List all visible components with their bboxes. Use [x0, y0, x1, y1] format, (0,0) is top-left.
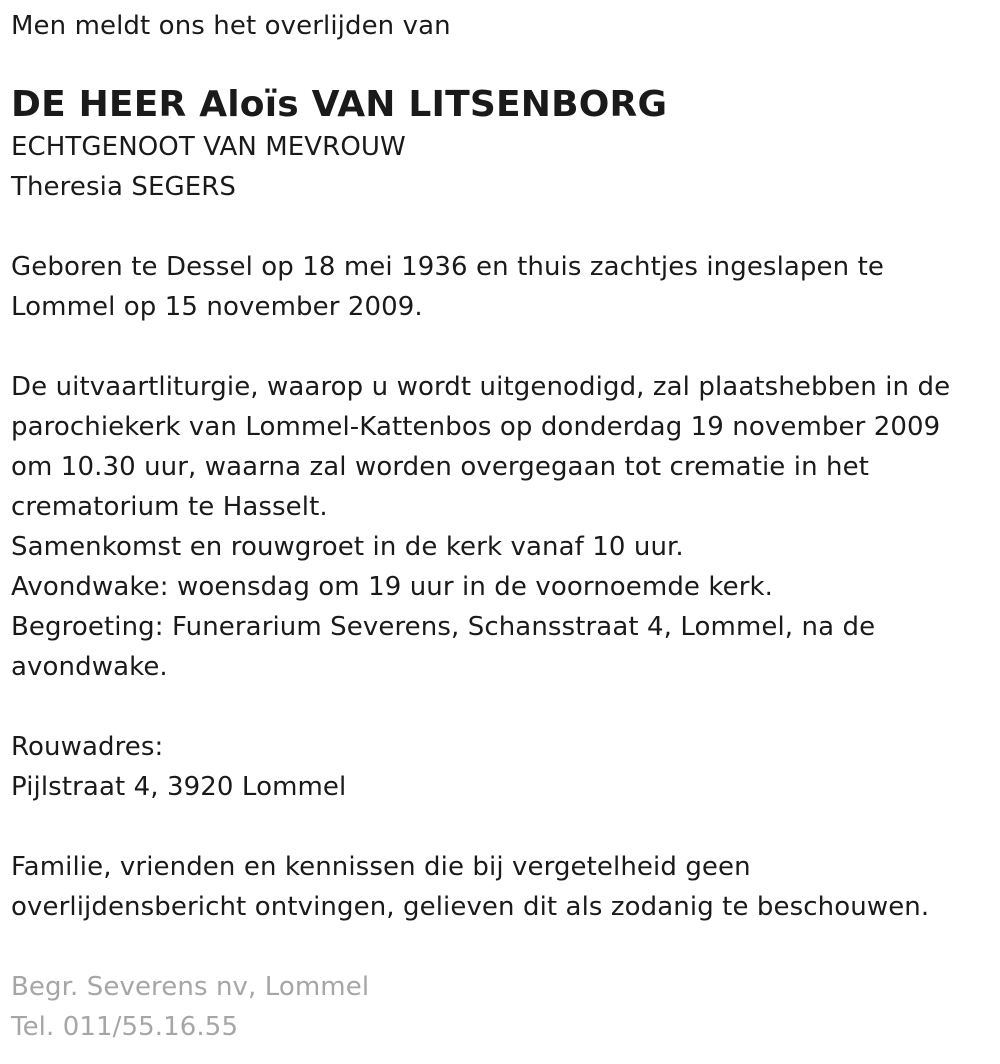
- closing-line: overlijdensbericht ontvingen, gelieven dit als zodanig te beschouwen.: [11, 892, 930, 922]
- spouse-name: Theresia SEGERS: [11, 172, 237, 202]
- funeral-home-name: Begr. Severens nv, Lommel: [11, 972, 370, 1002]
- spouse-block: [11, 127, 986, 207]
- spacer: [11, 327, 986, 367]
- ceremony-line: parochiekerk van Lommel-Kattenbos op donderdag 19 november 2009: [11, 412, 941, 442]
- address-block: [11, 727, 986, 807]
- ceremony-line: Samenkomst en rouwgroet in de kerk vanaf 10 uur.: [11, 532, 684, 562]
- birth-death-line: Geboren te Dessel op 18 mei 1936 en thuis zachtjes ingeslapen te: [11, 252, 884, 282]
- funeral-home-block: [11, 967, 986, 1047]
- spacer: [11, 927, 986, 967]
- closing-line: Familie, vrienden en kennissen die bij vergetelheid geen: [11, 852, 751, 882]
- ceremony-line: Begroeting: Funerarium Severens, Schansstraat 4, Lommel, na de: [11, 612, 876, 642]
- spacer: [11, 207, 986, 247]
- ceremony-block: [11, 367, 986, 687]
- deceased-given-name: Aloïs: [199, 84, 299, 125]
- birth-death-line: Lommel op 15 november 2009.: [11, 292, 423, 322]
- ceremony-line: De uitvaartliturgie, waarop u wordt uitgenodigd, zal plaatshebben in de: [11, 372, 951, 402]
- deceased-title: DE HEER: [11, 84, 187, 125]
- spacer: [11, 807, 986, 847]
- ceremony-line: crematorium te Hasselt.: [11, 492, 328, 522]
- address-value: Pijlstraat 4, 3920 Lommel: [11, 772, 347, 802]
- deceased-surname: VAN LITSENBORG: [311, 84, 668, 125]
- address-label: Rouwadres:: [11, 732, 164, 762]
- deceased-name: [11, 83, 986, 127]
- intro-text: Men meldt ons het overlijden van: [11, 11, 451, 41]
- ceremony-line: Avondwake: woensdag om 19 uur in de voornoemde kerk.: [11, 572, 774, 602]
- death-notice: [11, 6, 986, 1047]
- closing-block: [11, 847, 986, 927]
- spouse-relation: ECHTGENOOT VAN MEVROUW: [11, 132, 406, 162]
- ceremony-line: avondwake.: [11, 652, 168, 682]
- birth-death-block: [11, 247, 986, 327]
- spacer: [11, 687, 986, 727]
- funeral-home-phone: Tel. 011/55.16.55: [11, 1012, 239, 1042]
- ceremony-line: om 10.30 uur, waarna zal worden overgegaan tot crematie in het: [11, 452, 870, 482]
